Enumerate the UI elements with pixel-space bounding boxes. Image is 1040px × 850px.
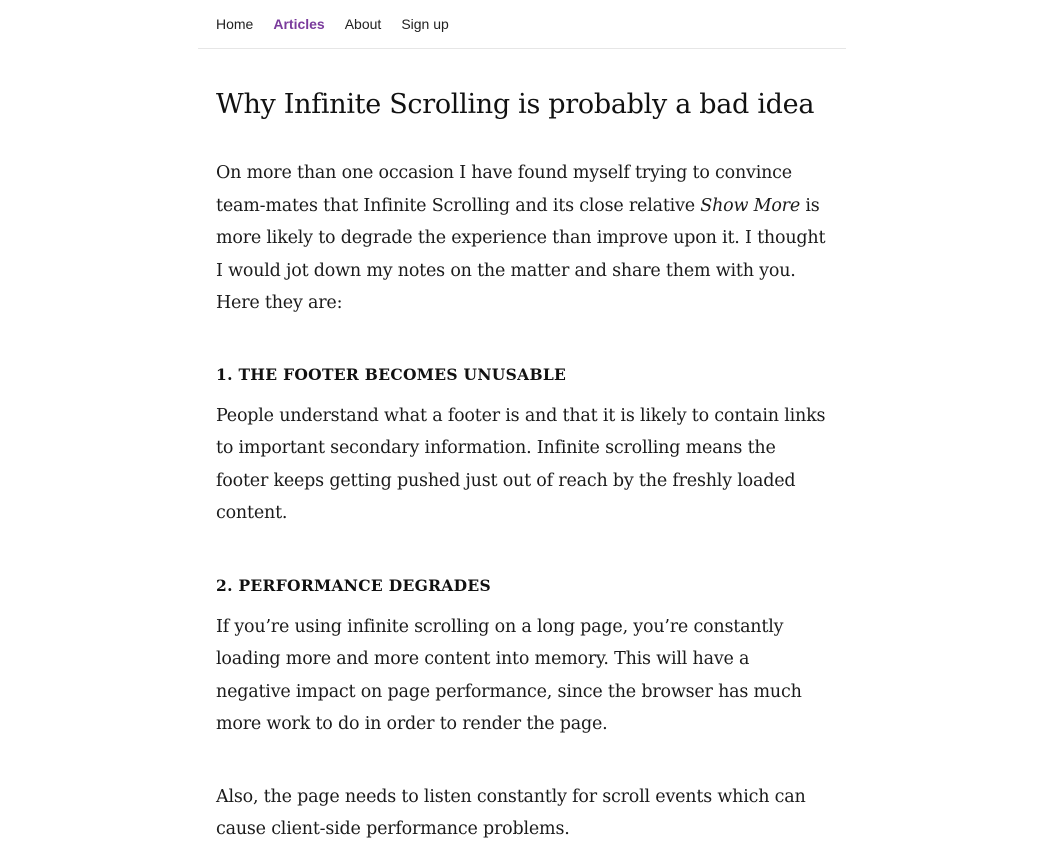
nav-signup-link[interactable]: Sign up xyxy=(401,16,449,32)
section-paragraph-performance: If you’re using infinite scrolling on a long page, you’re constantly loading more and more content into memory. This will have a negative impact on page performance, since the browser has much more work to do in order to render the page. xyxy=(216,616,802,734)
article xyxy=(198,87,846,846)
section-heading-footer: 1. THE FOOTER BECOMES UNUSABLE xyxy=(216,364,567,384)
top-nav xyxy=(198,0,846,49)
page-container xyxy=(198,0,846,846)
section-paragraph-footer: People understand what a footer is and that it is likely to contain links to important secondary information. Infinite scrolling means the footer keeps getting pushed just out of reach by the freshly loaded content. xyxy=(216,405,826,523)
nav-home-link[interactable]: Home xyxy=(216,16,254,32)
intro-text-1: On more than one occasion I have found myself trying to convince team-mates that Infinite Scrolling and its close relative xyxy=(216,163,792,216)
nav-about-link[interactable]: About xyxy=(344,16,382,32)
article-title: Why Infinite Scrolling is probably a bad idea xyxy=(216,89,815,120)
intro-paragraph xyxy=(216,157,828,320)
section-paragraph-scroll-events: Also, the page needs to listen constantly for scroll events which can cause client-side performance problems. xyxy=(216,786,806,839)
intro-emphasis: Show More xyxy=(700,195,800,216)
section-heading-performance: 2. PERFORMANCE DEGRADES xyxy=(216,575,491,595)
nav-articles-link[interactable]: Articles xyxy=(273,16,325,32)
intro-text-2: is more likely to degrade the experience than improve upon it. I thought I would jot down my notes on the matter and share them with you. Here they are: xyxy=(216,195,826,313)
